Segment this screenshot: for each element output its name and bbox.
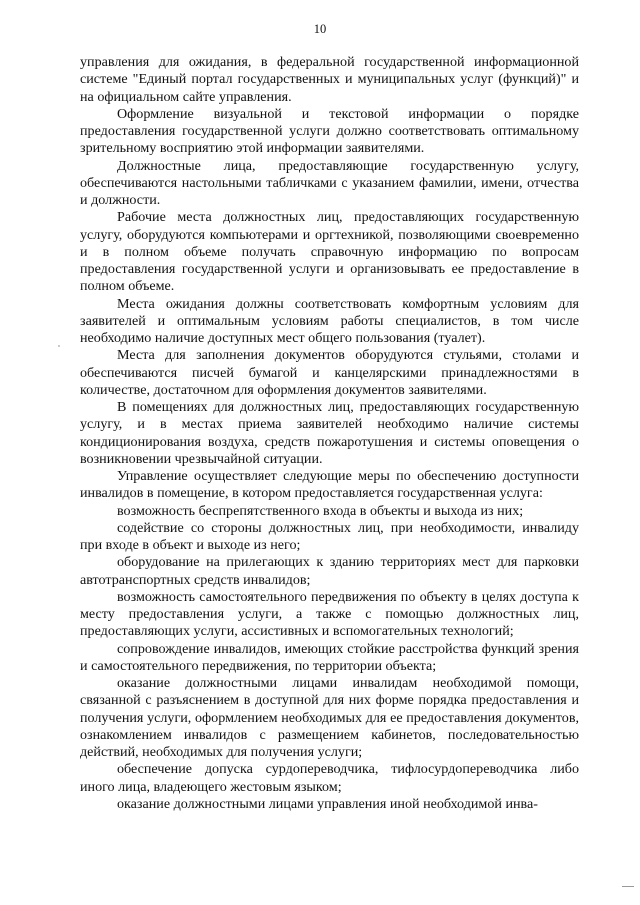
list-item-entrance: возможность беспрепятственного входа в объекты и выхода из них; (117, 502, 524, 519)
list-item-other-help: оказание должностными лицами управления иной необходимой инва- (117, 795, 538, 812)
paragraph-accessibility-intro: Управление осуществляет следующие меры по обеспечению доступности инвалидов в помещение, в котором предоставляется государственная услуга: (80, 468, 579, 502)
paragraph-visual-info: Оформление визуальной и текстовой информации о порядке предоставления государственной услуги должно соответствовать оптимальному зрительному восприятию этой информации заявителями. (80, 105, 579, 157)
scan-edge-mark (622, 886, 634, 887)
list-item-escort: сопровождение инвалидов, имеющих стойкие расстройства функций зрения и самостоятельного передвижения, по территории объекта; (80, 640, 579, 674)
document-body (80, 54, 579, 813)
paragraph-workplaces: Рабочие места должностных лиц, предоставляющих государственную услугу, оборудуются компьютерами и оргтехникой, позволяющими своевременно и в полном объеме получать справочную информацию по вопросам предоставления государственной услуги и организовывать ее предоставление в полном объеме. (80, 209, 579, 295)
list-item-sign-interpreter: обеспечение допуска сурдопереводчика, тифлосурдопереводчика либо иного лица, владеющего жестовым языком; (80, 761, 579, 795)
list-item-movement: возможность самостоятельного передвижения по объекту в целях доступа к месту предоставления услуги, а также с помощью должностных лиц, предоставляющих услуги, ассистивных и вспомогательных технологий; (80, 588, 579, 640)
paragraph-form-filling-areas: Места для заполнения документов оборудуются стульями, столами и обеспечиваются писчей бумагой и канцелярскими принадлежностями в количестве, достаточном для оформления документов заявителями. (80, 347, 579, 398)
paragraph-continued: управления для ожидания, в федеральной государственной информационной системе "Единый портал государственных и муниципальных услуг (функций)" и на официальном сайте управления. (80, 54, 579, 105)
paragraph-premises-safety: В помещениях для должностных лиц, предоставляющих государственную услугу, и в местах приема заявителей необходимо наличие системы кондиционирования воздуха, средств пожаротушения и системы оповещения о возникновении чрезвычайной ситуации. (80, 399, 579, 467)
paragraph-officials-nameplates: Должностные лица, предоставляющие государственную услугу, обеспечиваются настольными табличками с указанием фамилии, имени, отчества и должности. (80, 157, 579, 208)
list-item-parking: оборудование на прилегающих к зданию территориях мест для парковки автотранспортных средств инвалидов; (80, 554, 579, 588)
scan-speck (58, 345, 60, 347)
list-item-help: оказание должностными лицами инвалидам необходимой помощи, связанной с разъяснением в доступной для них форме порядка предоставления и получения услуги, оформлением необходимых для ее предоставления документов, ознакомлением инвалидов с размещением кабинетов, последовательностью действий, необходимых для получения услуги; (80, 675, 579, 760)
page-number: 10 (313, 22, 327, 36)
list-item-assistance: содействие со стороны должностных лиц, при необходимости, инвалиду при входе в объект и выходе из него; (80, 519, 579, 553)
paragraph-waiting-areas: Места ожидания должны соответствовать комфортным условиям для заявителей и оптимальным условиям работы специалистов, в том числе необходимо наличие доступных мест общего пользования (туалет). (80, 295, 579, 346)
